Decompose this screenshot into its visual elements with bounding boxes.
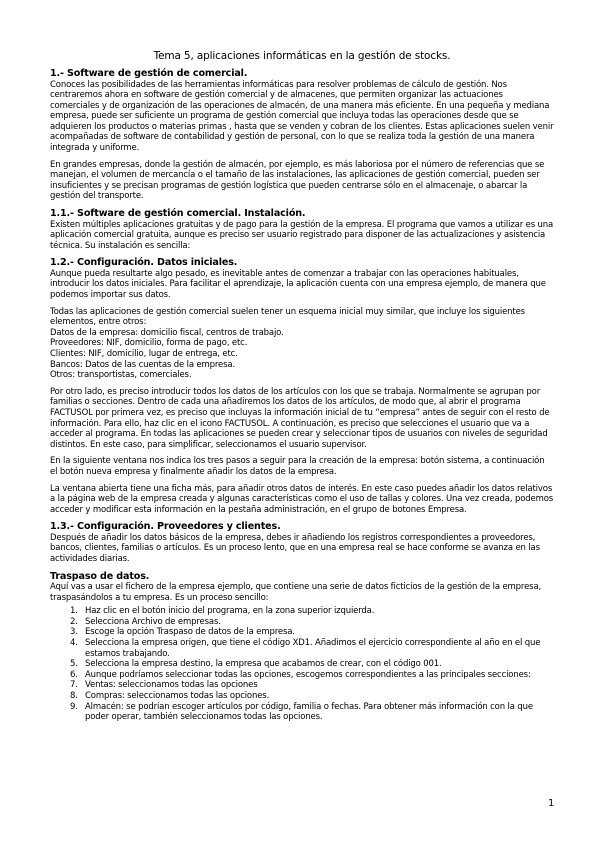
section-1-1-paragraph: Existen múltiples aplicaciones gratuitas y de pago para la gestión de la empresa. El programa que vamos a utilizar es una aplicación comercial gratuita, aunque es preciso ser usuario registrado para disponer de las actualizaciones y asistencia técnica. Su instalación es sencilla: [50,219,554,251]
step-number: 7. [70,680,78,691]
section-1-heading: 1.- Software de gestión de comercial. [50,68,248,79]
document-title: Tema 5, aplicaciones informáticas en la gestión de stocks. [153,50,451,62]
document-page [50,50,554,723]
step-number: 5. [70,659,78,670]
step-number: 1. [70,606,78,617]
step-text: Haz clic en el botón inicio del programa, en la zona superior izquierda. [85,606,375,617]
list-item: Bancos: Datos de las cuentas de la empresa. [50,359,236,370]
step-number: 4. [70,638,78,649]
traspaso-paragraph: Aquí vas a usar el fichero de la empresa ejemplo, que contiene una serie de datos ficticios de la gestión de la empresa, traspasándolos a tu empresa. Es un proceso sencillo: [50,582,542,603]
list-item [70,659,554,670]
step-number: 3. [70,627,78,638]
step-number: 2. [70,616,78,627]
list-item [70,638,554,659]
step-text: Aunque podríamos seleccionar todas las opciones, escogemos correspondientes a las principales secciones: [85,669,531,680]
list-item: Proveedores: NIF, domicilio, forma de pago, etc. [50,338,248,349]
list-item [70,627,554,638]
list-item: Datos de la empresa: domicilio fiscal, centros de trabajo. [50,327,284,338]
section-1-paragraph-1: Conoces las posibilidades de las herramientas informáticas para resolver problemas de cálculo de gestión. Nos centraremos ahora en software de gestión comercial y de almacenes, que permiten organizar las actuaciones comerciales y de organización de las operaciones de almacén, de una manera más eficiente. En una pequeña y mediana empresa, puede ser suficiente un programa de gestión comercial que incluya todas las operaciones desde que se adquieren los productos o materias primas , hasta que se venden y cobran de los clientes. Estas aplicaciones suelen venir acompañadas de software de contabilidad y gestión de personal, con lo que se realiza toda la gestión de una manera integrada y uniforme. [50,79,554,154]
step-text: Almacén: se podrían escoger artículos por código, familia o fechas. Para obtener más información con la que poder operar, también seleccionamos todas las opciones. [85,701,533,723]
step-text: Selecciona la empresa destino, la empresa que acabamos de crear, con el código 001. [85,659,442,670]
step-text: Escoge la opción Traspaso de datos de la empresa. [85,627,295,638]
list-item [70,669,554,681]
elements-list [50,328,554,381]
section-1-2-paragraph-4: En la siguiente ventana nos indica los tres pasos a seguir para la creación de la empresa: botón sistema, a continuación el botón nueva empresa y finalmente añadir los datos de la empresa. [50,456,545,477]
section-1-2-paragraph-3: Por otro lado, es preciso introducir todos los datos de los artículos con los que se trabaja. Normalmente se agrupan por familias o secciones. Dentro de cada una añadiremos los datos de los artículos, de modo que, al abrir el programa FACTUSOL por primera vez, es preciso que incluyas la información inicial de tu “empresa” antes de seguir con el resto de información. Para ello, haz clic en el icono FACTUSOL. A continuación, es preciso que selecciones el usuario que va a acceder al programa. En todas las aplicaciones se pueden crear y seleccionar tipos de usuarios con niveles de seguridad distintos. En este caso, para simplificar, seleccionamos el usuario supervisor. [50,386,550,450]
section-1-2-paragraph-1: Aunque pueda resultarte algo pesado, es inevitable antes de comenzar a trabajar con las operaciones habituales, introducir los datos iniciales. Para facilitar el aprendizaje, la aplicación cuenta con una empresa ejemplo, de manera que podemos importar sus datos. [50,268,546,300]
list-item [70,616,554,628]
section-1-3-paragraph: Después de añadir los datos básicos de la empresa, debes ir añadiendo los registros correspondientes a proveedores, bancos, clientes, familias o artículos. Es un proceso lento, que en una empresa real se hace conforme se avanza en las actividades diarias. [50,532,540,564]
section-1-2-paragraph-2: Todas las aplicaciones de gestión comercial suelen tener un esquema inicial muy similar, que incluye los siguientes elementos, entre otros: [50,306,525,328]
list-item [70,691,554,702]
step-number: 8. [70,691,78,701]
step-text: Compras: seleccionamos todas las opciones. [85,691,270,701]
section-1-2-heading: 1.2.- Configuración. Datos iniciales. [50,257,238,269]
section-1-1-heading: 1.1.- Software de gestión comercial. Instalación. [50,208,306,220]
list-item: Otros: transportistas, comerciales. [50,370,192,381]
section-1-3-heading: 1.3.- Configuración. Proveedores y clientes. [50,521,281,533]
section-1-2-paragraph-5: La ventana abierta tiene una ficha más, para añadir otros datos de interés. En este caso puedes añadir los datos relativos a la página web de la empresa creada y algunas características como el uso de tallas y colores. Una vez creada, podemos acceder y modificar esta información en la pestaña administración, en el grupo de botones Empresa. [50,483,554,515]
list-item [70,680,554,691]
page-number: 1 [548,798,555,809]
traspaso-heading: Traspaso de datos. [50,570,150,582]
step-text: Ventas: seleccionamos todas las opciones [85,680,258,691]
list-item [70,701,554,723]
section-1-paragraph-2: En grandes empresas, donde la gestión de almacén, por ejemplo, es más laboriosa por el número de referencias que se manejan, el volumen de mercancía o el tamaño de las instalaciones, las aplicaciones de gestión comercial, pueden ser insuficientes y se precisan programas de gestión logística que pueden centrarse sólo en el almacenaje, o abarcar la gestión del transporte. [50,159,545,202]
step-text: Selecciona Archivo de empresas. [85,616,221,627]
step-number: 9. [70,701,78,712]
step-number: 6. [70,669,78,680]
step-text: Selecciona la empresa origen, que tiene el código XD1. Añadimos el ejercicio correspondiente al año en el que estamos trabajando. [85,638,541,659]
list-item: Clientes: NIF, domicilio, lugar de entrega, etc. [50,348,238,359]
steps-list [50,606,554,723]
list-item [70,606,554,617]
